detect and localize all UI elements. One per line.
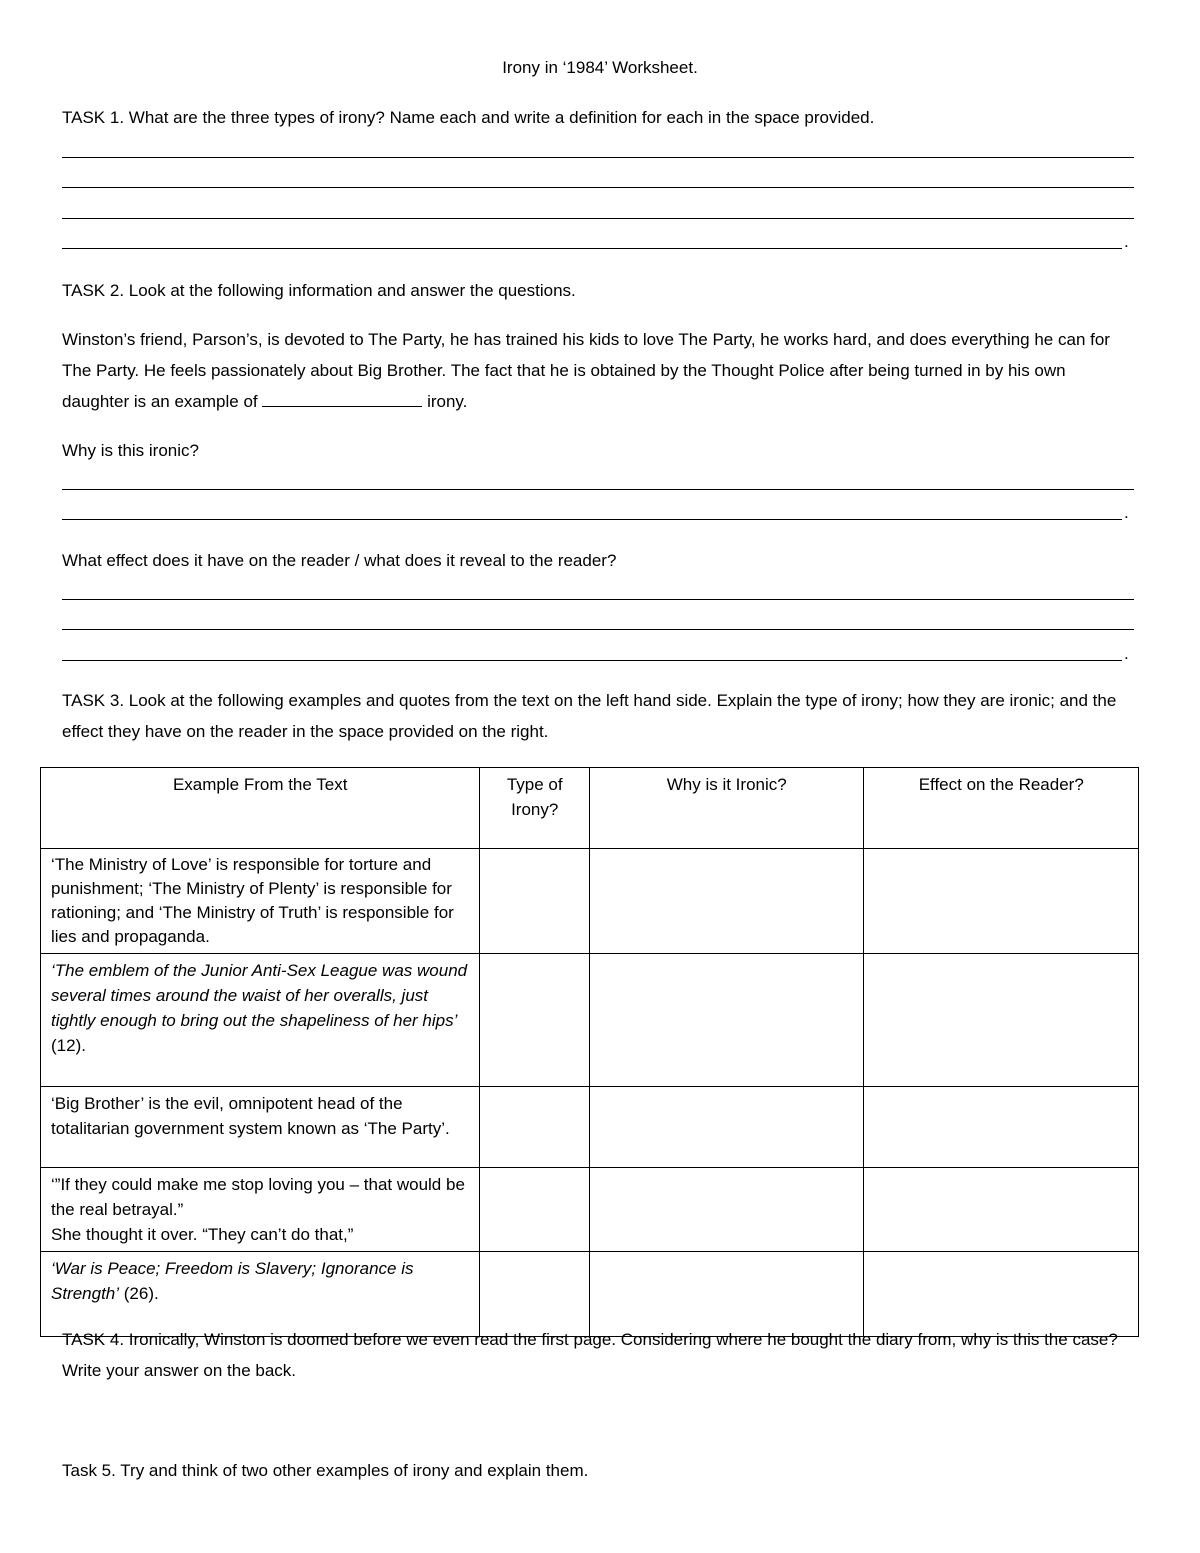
effect-cell[interactable] [864, 1168, 1139, 1252]
table-header-row [41, 768, 1139, 849]
task2-q1-answer-line-2[interactable] [62, 519, 1122, 520]
type-cell[interactable] [480, 1087, 590, 1168]
irony-examples-table [40, 767, 1139, 1337]
task1-instruction [62, 108, 874, 128]
worksheet-title: Irony in ‘1984’ Worksheet. [502, 58, 698, 77]
header-why-ironic: Why is it Ironic? [589, 768, 864, 849]
task5-text: Try and think of two other examples of irony and explain them. [115, 1461, 589, 1480]
example-cite: (26). [119, 1284, 159, 1303]
effect-cell[interactable] [864, 849, 1139, 954]
task2-q2-line-end-mark: . [1124, 644, 1129, 663]
task2-passage [62, 324, 1137, 417]
task3-text: Look at the following examples and quotes from the text on the left hand side. Explain the type of irony; how they are ironic; and the effect they have on the reader in the space provided on the right. [62, 691, 1117, 741]
example-quote: ‘The emblem of the Junior Anti-Sex League was wound several times around the waist of her overalls, just tightly enough to bring out the shapeliness of her hips’ [51, 961, 468, 1030]
task3-label: TASK 3. [62, 691, 125, 710]
task1-text: What are the three types of irony? Name each and write a definition for each in the space provided. [124, 108, 875, 127]
task4-instruction [62, 1324, 1137, 1386]
example-betrayal [41, 1168, 480, 1252]
task2-q2-answer-line-2[interactable] [62, 629, 1134, 630]
task1-answer-line-2[interactable] [62, 187, 1134, 188]
type-cell[interactable] [480, 849, 590, 954]
task2-text: Look at the following information and answer the questions. [124, 281, 576, 300]
why-cell[interactable] [589, 1087, 864, 1168]
task2-q2-answer-line-3[interactable] [62, 660, 1122, 661]
why-cell[interactable] [589, 849, 864, 954]
task2-passage-end: irony. [422, 392, 468, 411]
task1-line-end-mark: . [1124, 232, 1129, 251]
example-quote: ‘War is Peace; Freedom is Slavery; Ignorance is Strength’ [51, 1259, 414, 1303]
task1-label: TASK 1. [62, 108, 125, 127]
irony-type-blank[interactable] [262, 392, 422, 407]
task2-q1-line-end-mark: . [1124, 503, 1129, 522]
example-ministries: ‘The Ministry of Love’ is responsible for torture and punishment; ‘The Ministry of Plenty’ is responsible for rationing; and ‘The Ministry of Truth’ is responsible for lies and propaganda. [41, 849, 480, 954]
task2-q2-answer-line-1[interactable] [62, 599, 1134, 600]
table-row [41, 954, 1139, 1087]
why-cell[interactable] [589, 1168, 864, 1252]
type-cell[interactable] [480, 954, 590, 1087]
example-big-brother: ‘Big Brother’ is the evil, omnipotent head of the totalitarian government system known as ‘The Party’. [41, 1087, 480, 1168]
task2-passage-start: Winston’s friend, Parson’s, is devoted to The Party, he has trained his kids to love The Party, he works hard, and does everything he can for The Party. He feels passionately about Big Brother. The fact that he is obtained by the Thought Police after being turned in by his own daughter is an example of [62, 330, 1110, 411]
example-anti-sex-league [41, 954, 480, 1087]
why-cell[interactable] [589, 954, 864, 1087]
header-type-of-irony: Type of Irony? [480, 768, 590, 849]
table-row [41, 1087, 1139, 1168]
example-cite: (12). [51, 1036, 86, 1055]
effect-cell[interactable] [864, 954, 1139, 1087]
task5-instruction [62, 1461, 588, 1481]
type-cell[interactable] [480, 1168, 590, 1252]
task3-instruction [62, 685, 1137, 747]
table-row [41, 849, 1139, 954]
header-example: Example From the Text [41, 768, 480, 849]
task4-text: Ironically, Winston is doomed before we even read the first page. Considering where he bought the diary from, why is this the case? Write your answer on the back. [62, 1330, 1118, 1380]
effect-cell[interactable] [864, 1087, 1139, 1168]
task2-question-1: Why is this ironic? [62, 441, 199, 460]
example-line-1: ‘”If they could make me stop loving you – that would be the real betrayal.” [51, 1175, 465, 1219]
header-effect-on-reader: Effect on the Reader? [864, 768, 1139, 849]
task1-answer-line-1[interactable] [62, 157, 1134, 158]
example-line-2: She thought it over. “They can’t do that,” [51, 1225, 354, 1244]
task2-label: TASK 2. [62, 281, 125, 300]
task2-instruction [62, 281, 576, 301]
task5-label: Task 5. [62, 1461, 116, 1480]
task1-answer-line-4[interactable] [62, 248, 1122, 249]
task1-answer-line-3[interactable] [62, 218, 1134, 219]
task4-label: TASK 4. [62, 1330, 125, 1349]
table-row [41, 1168, 1139, 1252]
task2-question-2: What effect does it have on the reader / what does it reveal to the reader? [62, 551, 617, 570]
task2-q1-answer-line-1[interactable] [62, 489, 1134, 490]
